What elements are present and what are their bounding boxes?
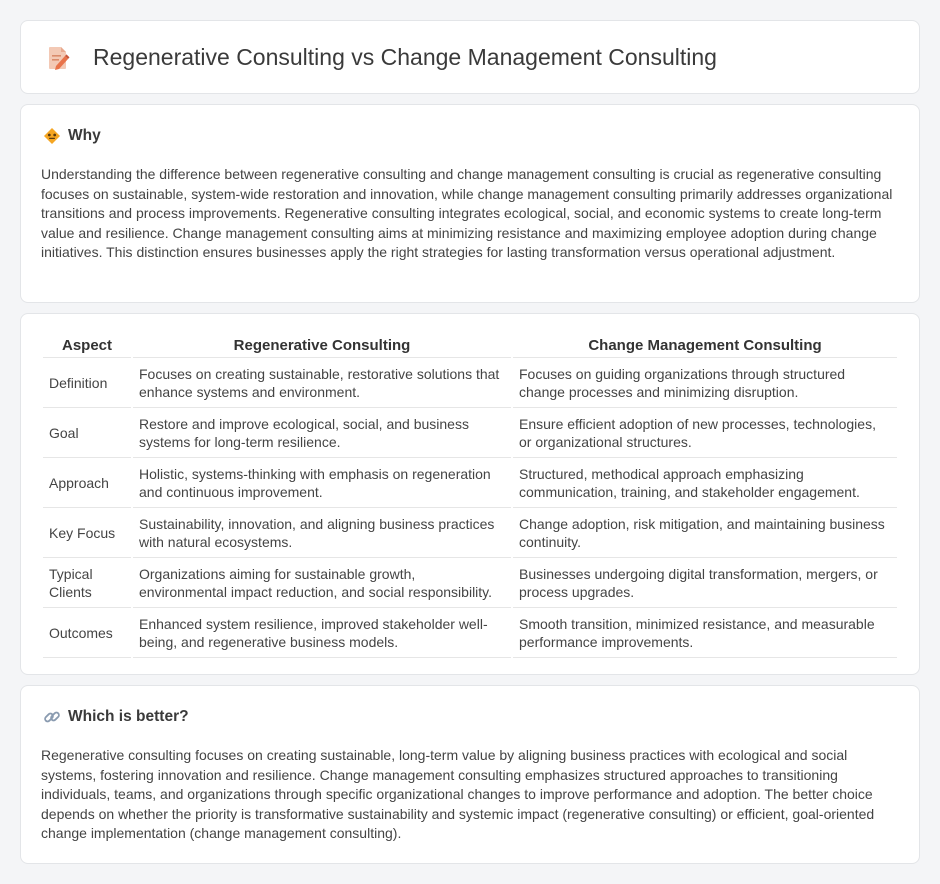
row-aspect: Goal [43,408,131,458]
row-change-management: Ensure efficient adoption of new processes, technologies, or organizational structures. [513,408,897,458]
header-regenerative: Regenerative Consulting [133,334,511,358]
why-title: Why [68,127,101,144]
table-row [43,458,897,508]
row-change-management: Focuses on guiding organizations through structured change processes and minimizing disruption. [513,358,897,408]
link-icon [43,708,61,726]
why-section [20,104,920,303]
table-row [43,408,897,458]
comparison-section [20,313,920,675]
better-heading [43,708,189,726]
title-row [47,44,717,71]
table-row [43,608,897,658]
page-title: Regenerative Consulting vs Change Management Consulting [93,44,717,70]
row-regenerative: Holistic, systems-thinking with emphasis on regeneration and continuous improvement. [133,458,511,508]
row-aspect: Typical Clients [43,558,131,608]
row-aspect: Outcomes [43,608,131,658]
row-regenerative: Restore and improve ecological, social, and business systems for long-term resilience. [133,408,511,458]
table-row [43,508,897,558]
row-change-management: Change adoption, risk mitigation, and maintaining business continuity. [513,508,897,558]
better-title: Which is better? [68,708,189,725]
which-is-better-section [20,685,920,864]
diamond-warning-icon [43,127,61,145]
row-regenerative: Enhanced system resilience, improved stakeholder well-being, and regenerative business models. [133,608,511,658]
row-change-management: Smooth transition, minimized resistance, and measurable performance improvements. [513,608,897,658]
row-regenerative: Organizations aiming for sustainable growth, environmental impact reduction, and social responsibility. [133,558,511,608]
why-body: Understanding the difference between regenerative consulting and change management consulting is crucial as regenerative consulting focuses on sustainable, system-wide restoration and innovation, while change management consulting primarily addresses organizational transitions and process improvements. Regenerative consulting integrates ecological, social, and economic systems to create long-term value and resilience. Change management consulting aims at minimizing resistance and maximizing employee adoption during change initiatives. This distinction ensures businesses apply the right strategies for lasting transformation versus operational adjustment. [41,166,893,260]
row-regenerative: Sustainability, innovation, and aligning business practices with natural ecosystems. [133,508,511,558]
better-body: Regenerative consulting focuses on creating sustainable, long-term value by aligning business practices with ecological and social systems, fostering innovation and resilience. Change management consulting emphasizes structured approaches to transitioning individuals, teams, and organizations through specific organizational changes to improve performance and adoption. The better choice depends on whether the priority is transformative sustainability and systemic impact (regenerative consulting) or efficient, goal-oriented change implementation (change management consulting). [41,747,875,841]
row-change-management: Structured, methodical approach emphasizing communication, training, and stakeholder engagement. [513,458,897,508]
header-change-management: Change Management Consulting [513,334,897,358]
table-row [43,558,897,608]
table-row [43,358,897,408]
table-header-row [43,334,897,358]
row-regenerative: Focuses on creating sustainable, restorative solutions that enhance systems and environment. [133,358,511,408]
header-aspect: Aspect [43,334,131,358]
document-edit-icon [47,45,71,71]
header-card [20,20,920,94]
row-aspect: Approach [43,458,131,508]
row-aspect: Definition [43,358,131,408]
row-aspect: Key Focus [43,508,131,558]
why-heading [43,127,101,145]
row-change-management: Businesses undergoing digital transformation, mergers, or process upgrades. [513,558,897,608]
comparison-table [41,334,899,658]
